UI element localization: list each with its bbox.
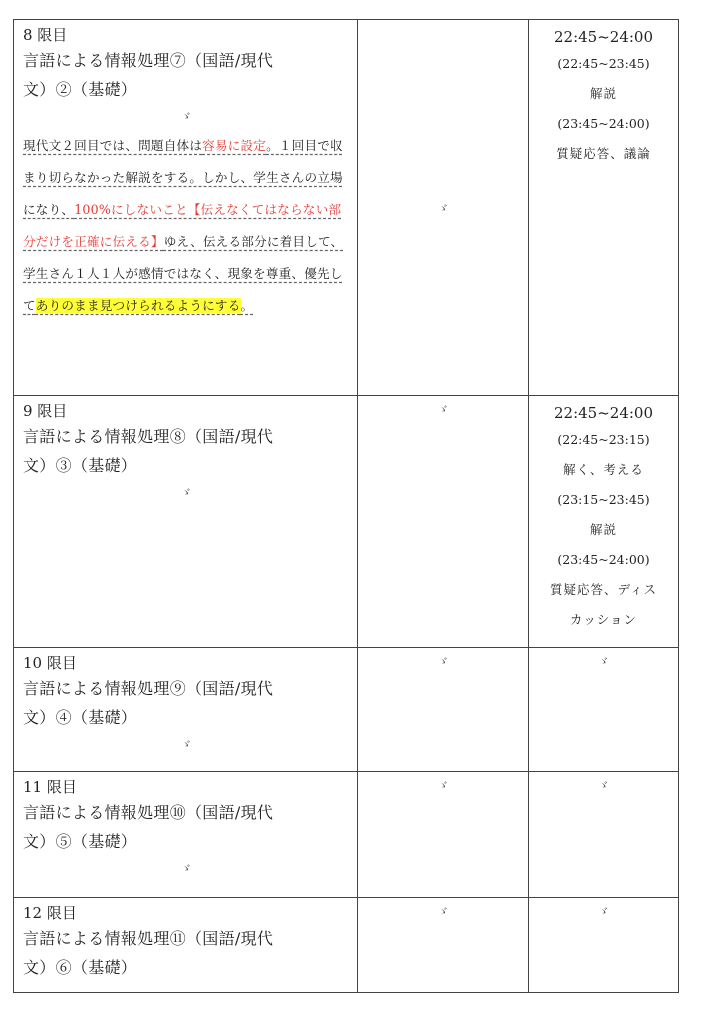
time-range: 22:45~24:00 [553,404,654,422]
course-title-cont: 文）③（基礎） [23,456,138,475]
iteration-mark: ゞ [437,905,449,918]
iteration-mark: ゞ [180,486,192,499]
course-title: 言語による情報処理⑧（国語/現代 [23,427,274,446]
period-label: 11 限目 [23,778,77,796]
iteration-mark: ゞ [437,403,449,416]
iteration-mark: ゞ [437,779,449,792]
schedule-table [13,19,679,993]
memo-emphasis: 100%にしないこと【伝えなくてはならない部分だけを正確に伝える】 [23,202,342,249]
period-label: 8 限目 [23,26,68,44]
period-label: 12 限目 [23,904,77,922]
activity: 解説 [589,522,617,537]
time-sub-range: (23:45~24:00) [557,552,650,567]
memo-emphasis: 容易に設定 [202,138,267,153]
period-cell [14,396,358,648]
table-row [14,648,679,772]
course-title-cont: 文）⑥（基礎） [23,958,138,977]
table-row [14,898,679,993]
activity: カッション [569,612,638,627]
time-sub-range: (23:45~24:00) [557,116,650,131]
time-sub-range: (22:45~23:45) [557,56,650,71]
activity: 解く、考える [563,462,644,477]
iteration-mark: ゞ [598,905,609,918]
period-label: 10 限目 [23,654,77,672]
time-range: 22:45~24:00 [553,28,654,46]
memo-text: ゆえ、伝える部分に着目して、学生さん１人１人が感情ではなく、現象を尊重、優先して [23,234,344,313]
course-title: 言語による情報処理⑦（国語/現代 [23,51,274,70]
activity: 質疑応答、ディス [549,582,657,597]
iteration-mark: ゞ [180,738,192,751]
time-cell [529,772,679,898]
table-row [14,20,679,396]
time-cell [529,20,679,396]
activity: 質疑応答、議論 [556,146,651,161]
lesson-memo [23,130,349,322]
course-title-cont: 文）⑤（基礎） [23,832,138,851]
table-row [14,772,679,898]
time-cell [529,396,679,648]
middle-cell [358,772,529,898]
course-title: 言語による情報処理⑨（国語/現代 [23,679,274,698]
time-sub-range: (23:15~23:45) [557,492,650,507]
iteration-mark: ゞ [180,862,192,875]
middle-cell [358,396,529,648]
table-row [14,396,679,648]
course-title-cont: 文）④（基礎） [23,708,138,727]
time-list [529,20,678,169]
memo-text: 。 [240,298,254,313]
time-list [529,396,678,635]
period-cell [14,772,358,898]
period-label: 9 限目 [23,402,68,420]
iteration-mark: ゞ [598,779,609,792]
middle-cell [358,20,529,396]
course-title-cont: 文）②（基礎） [23,80,138,99]
period-cell [14,648,358,772]
course-title: 言語による情報処理⑩（国語/現代 [23,803,274,822]
course-title: 言語による情報処理⑪（国語/現代 [23,929,274,948]
time-cell [529,898,679,993]
iteration-mark: ゞ [598,655,609,668]
iteration-mark: ゞ [180,110,192,123]
memo-highlight: ありのまま見つけられるようにする [35,298,241,313]
memo-text: 現代文２回目では、問題自体は [23,138,203,153]
memo-text: 。１回目で収まり切らなかった解説をする。しかし、学生さんの立場になり、 [23,138,343,217]
middle-cell [358,898,529,993]
time-cell [529,648,679,772]
activity: 解説 [589,86,617,101]
middle-cell [358,648,529,772]
iteration-mark: ゞ [437,201,449,215]
time-sub-range: (22:45~23:15) [557,432,650,447]
iteration-mark: ゞ [437,655,449,668]
period-cell [14,20,358,396]
period-cell [14,898,358,993]
